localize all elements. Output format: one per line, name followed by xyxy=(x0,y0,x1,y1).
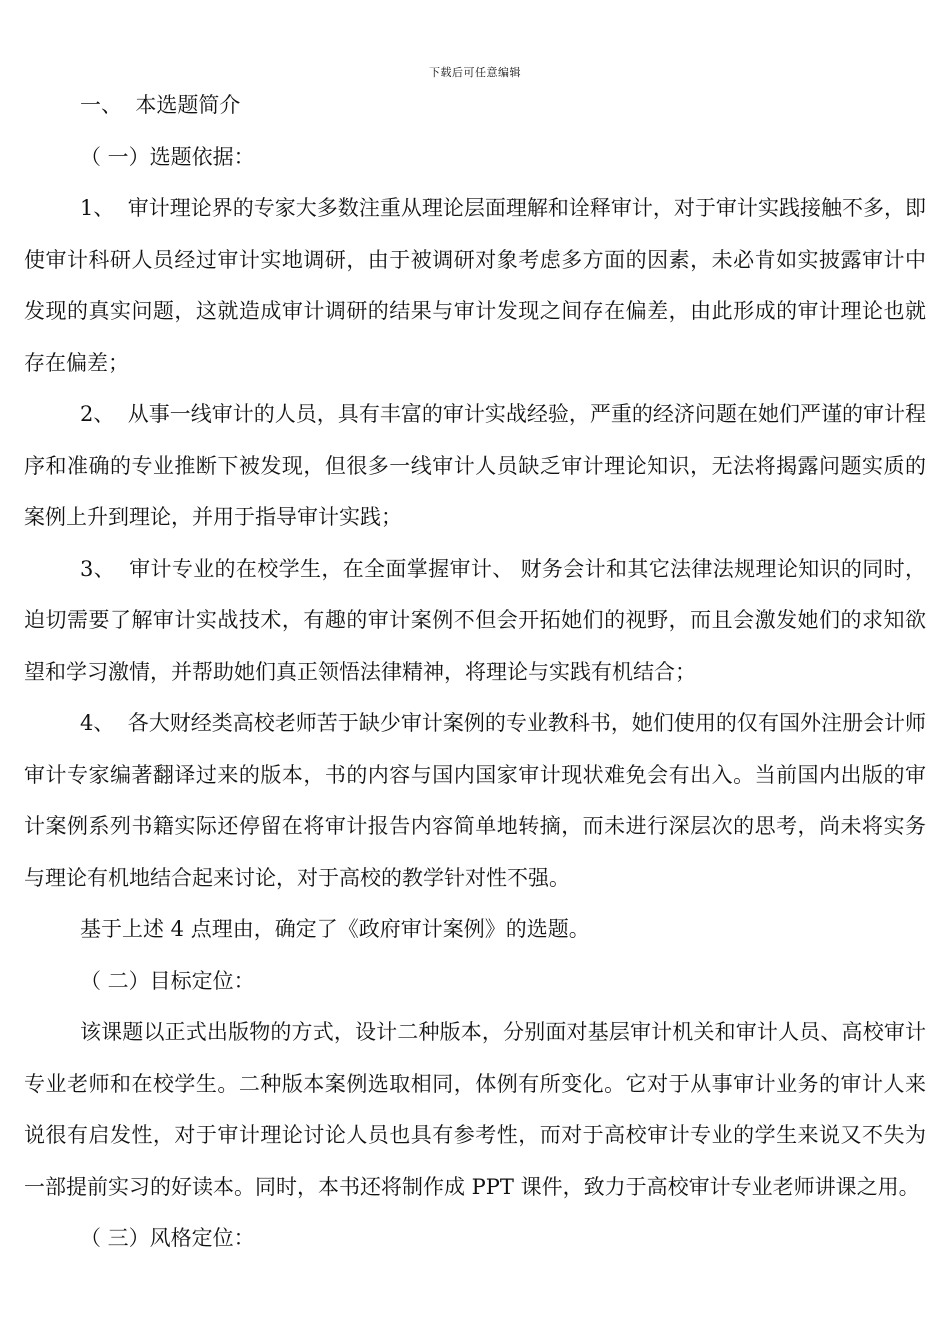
subsection-heading-basis: （ 一）选题依据： xyxy=(80,144,255,169)
subsection-heading-style: （ 三）风格定位： xyxy=(80,1226,255,1250)
paragraph-conclusion: 基于上述 4 点理由，确定了《政府审计案例》的选题。 xyxy=(80,917,590,941)
document-body xyxy=(24,80,926,1265)
paragraph-3: 3、 审计专业的在校学生，在全面掌握审计、 财务会计和其它法律法规理论知识的同时，迫切需要了解审计实战技术，有趣的审计案例不但会开拓她们的视野，而且会激发她们的求知欲望和学习激情，并帮助她们真正领悟法律精神，将理论与实践有机结合； xyxy=(24,556,926,684)
paragraph-target: 该课题以正式出版物的方式，设计二种版本，分别面对基层审计机关和审计人员、高校审计专业老师和在校学生。二种版本案例选取相同，体例有所变化。它对于从事审计业务的审计人来说很有启发性，对于审计理论讨论人员也具有参考性，而对于高校审计专业的学生来说又不失为一部提前实习的好读本。同时，本书还将制作成 PPT 课件，致力于高校审计专业老师讲课之用。 xyxy=(24,1020,926,1199)
page-header: 下载后可任意编辑 xyxy=(429,66,521,79)
paragraph-2: 2、 从事一线审计的人员，具有丰富的审计实战经验，严重的经济问题在她们严谨的审计程序和准确的专业推断下被发现，但很多一线审计人员缺乏审计理论知识，无法将揭露问题实质的案例上升到理论，并用于指导审计实践； xyxy=(24,402,926,529)
paragraph-1: 1、 审计理论界的专家大多数注重从理论层面理解和诠释审计，对于审计实践接触不多，即使审计科研人员经过审计实地调研，由于被调研对象考虑多方面的因素，未必肯如实披露审计中发现的真实问题，这就造成审计调研的结果与审计发现之间存在偏差，由此形成的审计理论也就存在偏差； xyxy=(24,196,926,375)
subsection-heading-target: （ 二）目标定位： xyxy=(80,968,255,993)
paragraph-4: 4、 各大财经类高校老师苦于缺少审计案例的专业教科书，她们使用的仅有国外注册会计师审计专家编著翻译过来的版本，书的内容与国内国家审计现状难免会有出入。当前国内出版的审计案例系列书籍实际还停留在将审计报告内容简单地转摘，而未进行深层次的思考，尚未将实务与理论有机地结合起来讨论，对于高校的教学针对性不强。 xyxy=(24,711,926,890)
section-title: 一、 本选题简介 xyxy=(80,93,241,117)
